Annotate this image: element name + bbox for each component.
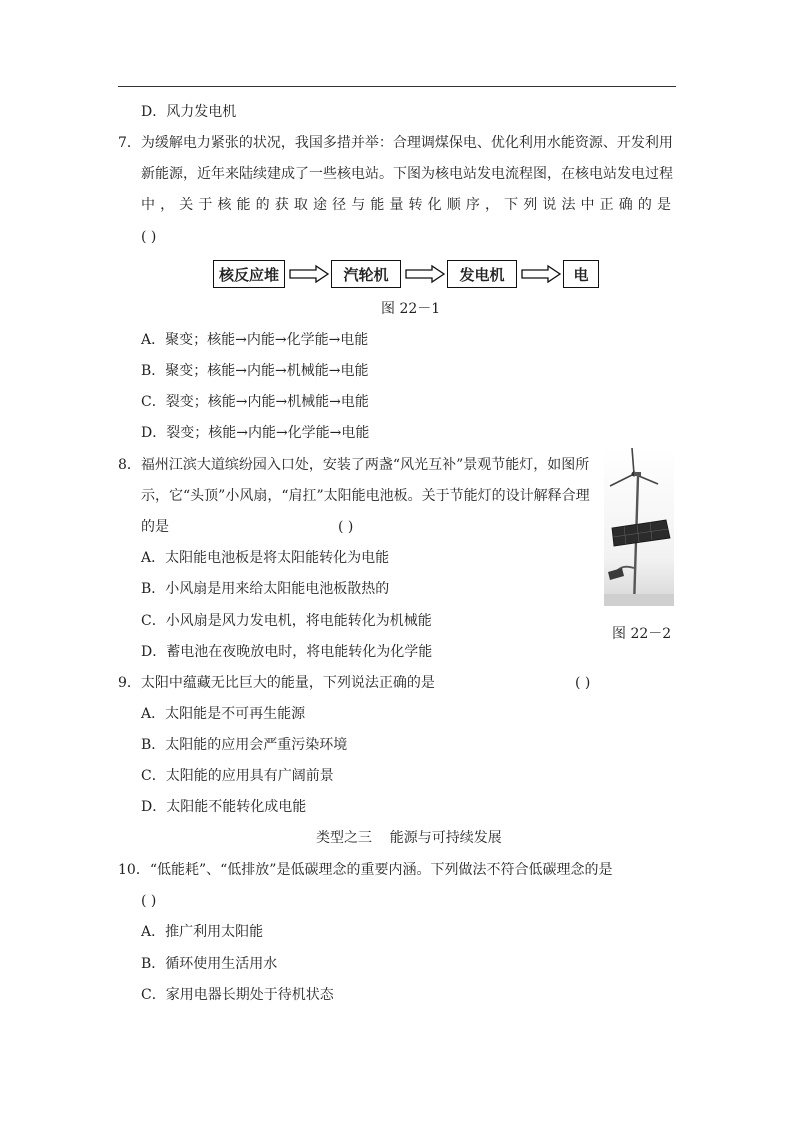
- q9-option-a: A．太阳能是不可再生能源: [141, 706, 306, 722]
- q7-stem-line2: 新能源，近年来陆续建成了一些核电站。下图为核电站发电流程图，在核电站发电过程: [141, 166, 673, 182]
- figure-caption-22-1: 图 22－1: [381, 301, 441, 317]
- q10-answer-bracket: ( ): [141, 893, 157, 909]
- q6-option-d: D．风力发电机: [141, 104, 237, 120]
- q7-option-a: A．聚变；核能→内能→化学能→电能: [141, 332, 369, 348]
- q9-option-c: C．太阳能的应用具有广阔前景: [141, 768, 334, 784]
- q8-stem-line2: 示，它“头顶”小风扇，“肩扛”太阳能电池板。关于节能灯的设计解释合理: [141, 488, 590, 504]
- q7-option-c: C．裂变；核能→内能→机械能→电能: [141, 394, 369, 410]
- flow-box-generator: 发电机: [447, 260, 517, 288]
- q8-answer-bracket: ( ): [338, 519, 354, 535]
- flow-box-reactor: 核反应堆: [213, 260, 285, 288]
- q8-option-a: A．太阳能电池板是将太阳能转化为电能: [141, 550, 390, 566]
- q7-stem-line1: 7．为缓解电力紧张的状况，我国多措并举：合理调煤保电、优化利用水能资源、开发利用: [118, 135, 673, 151]
- q9-answer-bracket: ( ): [575, 675, 591, 691]
- q10-option-b: B．循环使用生活用水: [141, 956, 278, 972]
- flow-box-turbine: 汽轮机: [331, 260, 401, 288]
- q7-answer-bracket: ( ): [141, 229, 157, 245]
- wind-solar-lamp-photo: [604, 446, 674, 606]
- section-title: 类型之三 能源与可持续发展: [316, 830, 502, 846]
- q8-stem-line3: 的是: [141, 519, 169, 535]
- figure-caption-22-2: 图 22－2: [612, 626, 672, 642]
- q9-option-d: D．太阳能不能转化成电能: [141, 799, 307, 815]
- flow-box-electricity: 电: [563, 260, 599, 288]
- header-rule: [118, 86, 676, 87]
- q10-stem: 10．“低能耗”、“低排放”是低碳理念的重要内涵。下列做法不符合低碳理念的是: [118, 862, 613, 878]
- q8-option-c: C．小风扇是风力发电机，将电能转化为机械能: [141, 613, 432, 629]
- q7-option-d: D．裂变；核能→内能→化学能→电能: [141, 425, 370, 441]
- q8-option-d: D．蓄电池在夜晚放电时，将电能转化为化学能: [141, 644, 433, 660]
- q7-option-b: B．聚变；核能→内能→机械能→电能: [141, 363, 369, 379]
- q9-option-b: B．太阳能的应用会严重污染环境: [141, 737, 348, 753]
- q8-stem-line1: 8．福州江滨大道缤纷园入口处，安装了两盏“风光互补”景观节能灯，如图所: [118, 457, 590, 473]
- q9-stem: 9．太阳中蕴藏无比巨大的能量，下列说法正确的是: [118, 675, 435, 691]
- flow-arrow-1: [288, 264, 330, 284]
- q10-option-a: A．推广利用太阳能: [141, 924, 264, 940]
- q10-option-c: C．家用电器长期处于待机状态: [141, 987, 334, 1003]
- q7-stem-line3: 中，关于核能的获取途径与能量转化顺序，下列说法中正确的是: [141, 197, 674, 213]
- flow-arrow-3: [520, 264, 562, 284]
- q8-option-b: B．小风扇是用来给太阳能电池板散热的: [141, 581, 390, 597]
- flow-arrow-2: [404, 264, 446, 284]
